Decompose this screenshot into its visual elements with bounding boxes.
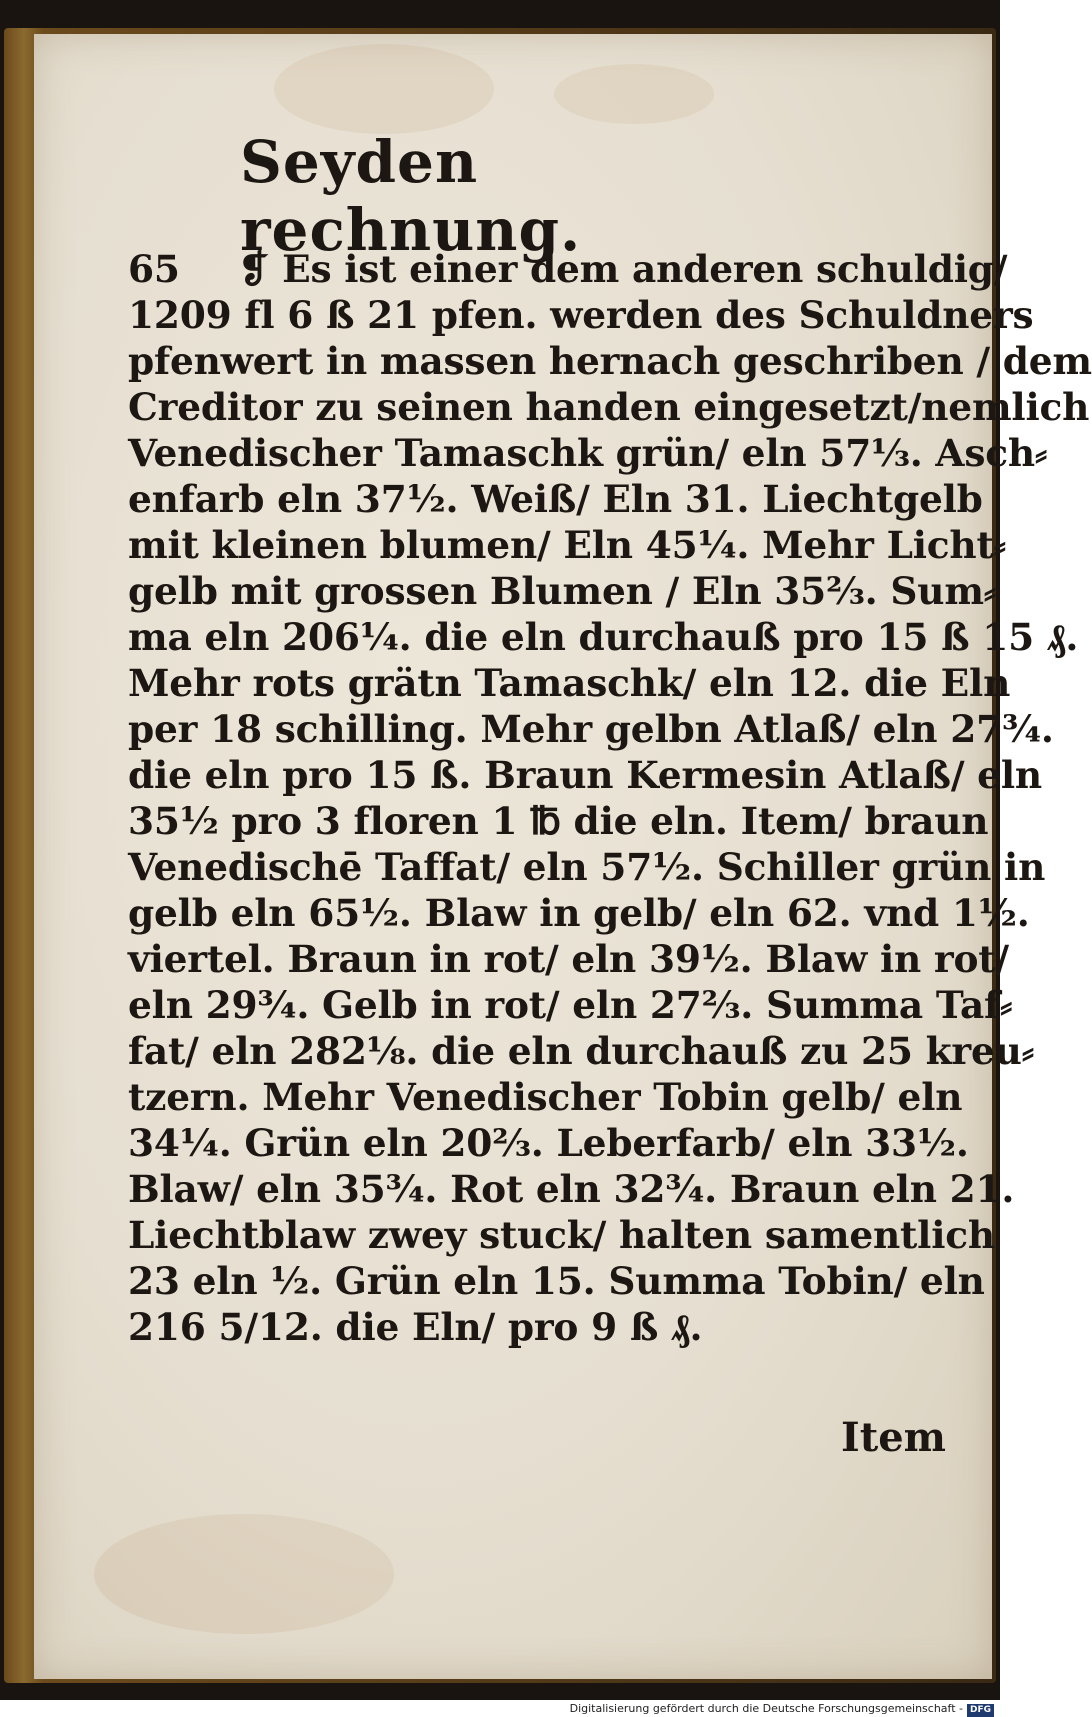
text-line: 1209 fl 6 ß 21 pfen. werden des Schuldners (128, 293, 1034, 337)
text-line: gelb mit grossen Blumen / Eln 35⅔. Sum⸗ (128, 569, 997, 613)
text-line: pfenwert in massen hernach geschriben / dem (128, 339, 1092, 383)
text-line: gelb eln 65½. Blaw in gelb/ eln 62. vnd 1½. (128, 891, 1030, 935)
text-line: 23 eln ½. Grün eln 15. Summa Tobin/ eln (128, 1259, 985, 1303)
text-line: 216 5/12. die Eln/ pro 9 ß ₰. (128, 1305, 703, 1349)
text-line: per 18 schilling. Mehr gelbn Atlaß/ eln 27¾. (128, 707, 1054, 751)
text-line: die eln pro 15 ß. Braun Kermesin Atlaß/ eln (128, 753, 1042, 797)
text-line: 34¼. Grün eln 20⅔. Leberfarb/ eln 33½. (128, 1121, 969, 1165)
text-line: enfarb eln 37½. Weiß/ Eln 31. Liechtgelb (128, 477, 983, 521)
dfg-logo: DFG (967, 1704, 994, 1717)
digitization-footer (0, 1700, 1000, 1717)
paper-stain (554, 64, 714, 124)
text-line: Venedischē Taffat/ eln 57½. Schiller grün in (128, 845, 1046, 889)
text-line: mit kleinen blumen/ Eln 45¼. Mehr Licht⸗ (128, 523, 1006, 567)
catchword: Item (841, 1414, 946, 1461)
text-line: ma eln 206¼. die eln durchauß pro 15 ß 15 ₰. (128, 615, 1079, 659)
running-head: Seyden rechnung. (240, 128, 582, 264)
text-line: Blaw/ eln 35¾. Rot eln 32¾. Braun eln 21. (128, 1167, 1015, 1211)
text-line: viertel. Braun in rot/ eln 39½. Blaw in rot/ (128, 937, 1009, 981)
body-text (128, 246, 1092, 1350)
text-line: tzern. Mehr Venedischer Tobin gelb/ eln (128, 1075, 963, 1119)
paper-stain (94, 1514, 394, 1634)
footer-credit: Digitalisierung gefördert durch die Deutsche Forschungsgemeinschaft - (569, 1702, 963, 1715)
text-line: Venedischer Tamaschk grün/ eln 57⅓. Asch⸗ (128, 431, 1048, 475)
text-line: fat/ eln 282⅛. die eln durchauß zu 25 kreu⸗ (128, 1029, 1034, 1073)
text-line: Creditor zu seinen handen eingesetzt/nemlich (128, 385, 1090, 429)
text-line: 65 ❡ Es ist einer dem anderen schuldig/ (128, 247, 1008, 291)
text-line: 35½ pro 3 floren 1 ℔ die eln. Item/ braun (128, 799, 989, 843)
paper-stain (274, 44, 494, 134)
text-line: Mehr rots grätn Tamaschk/ eln 12. die Eln (128, 661, 1011, 705)
text-line: eln 29¾. Gelb in rot/ eln 27⅔. Summa Taf⸗ (128, 983, 1013, 1027)
margin-number: 65 (128, 247, 180, 291)
text-line: Liechtblaw zwey stuck/ halten samentlich (128, 1213, 995, 1257)
